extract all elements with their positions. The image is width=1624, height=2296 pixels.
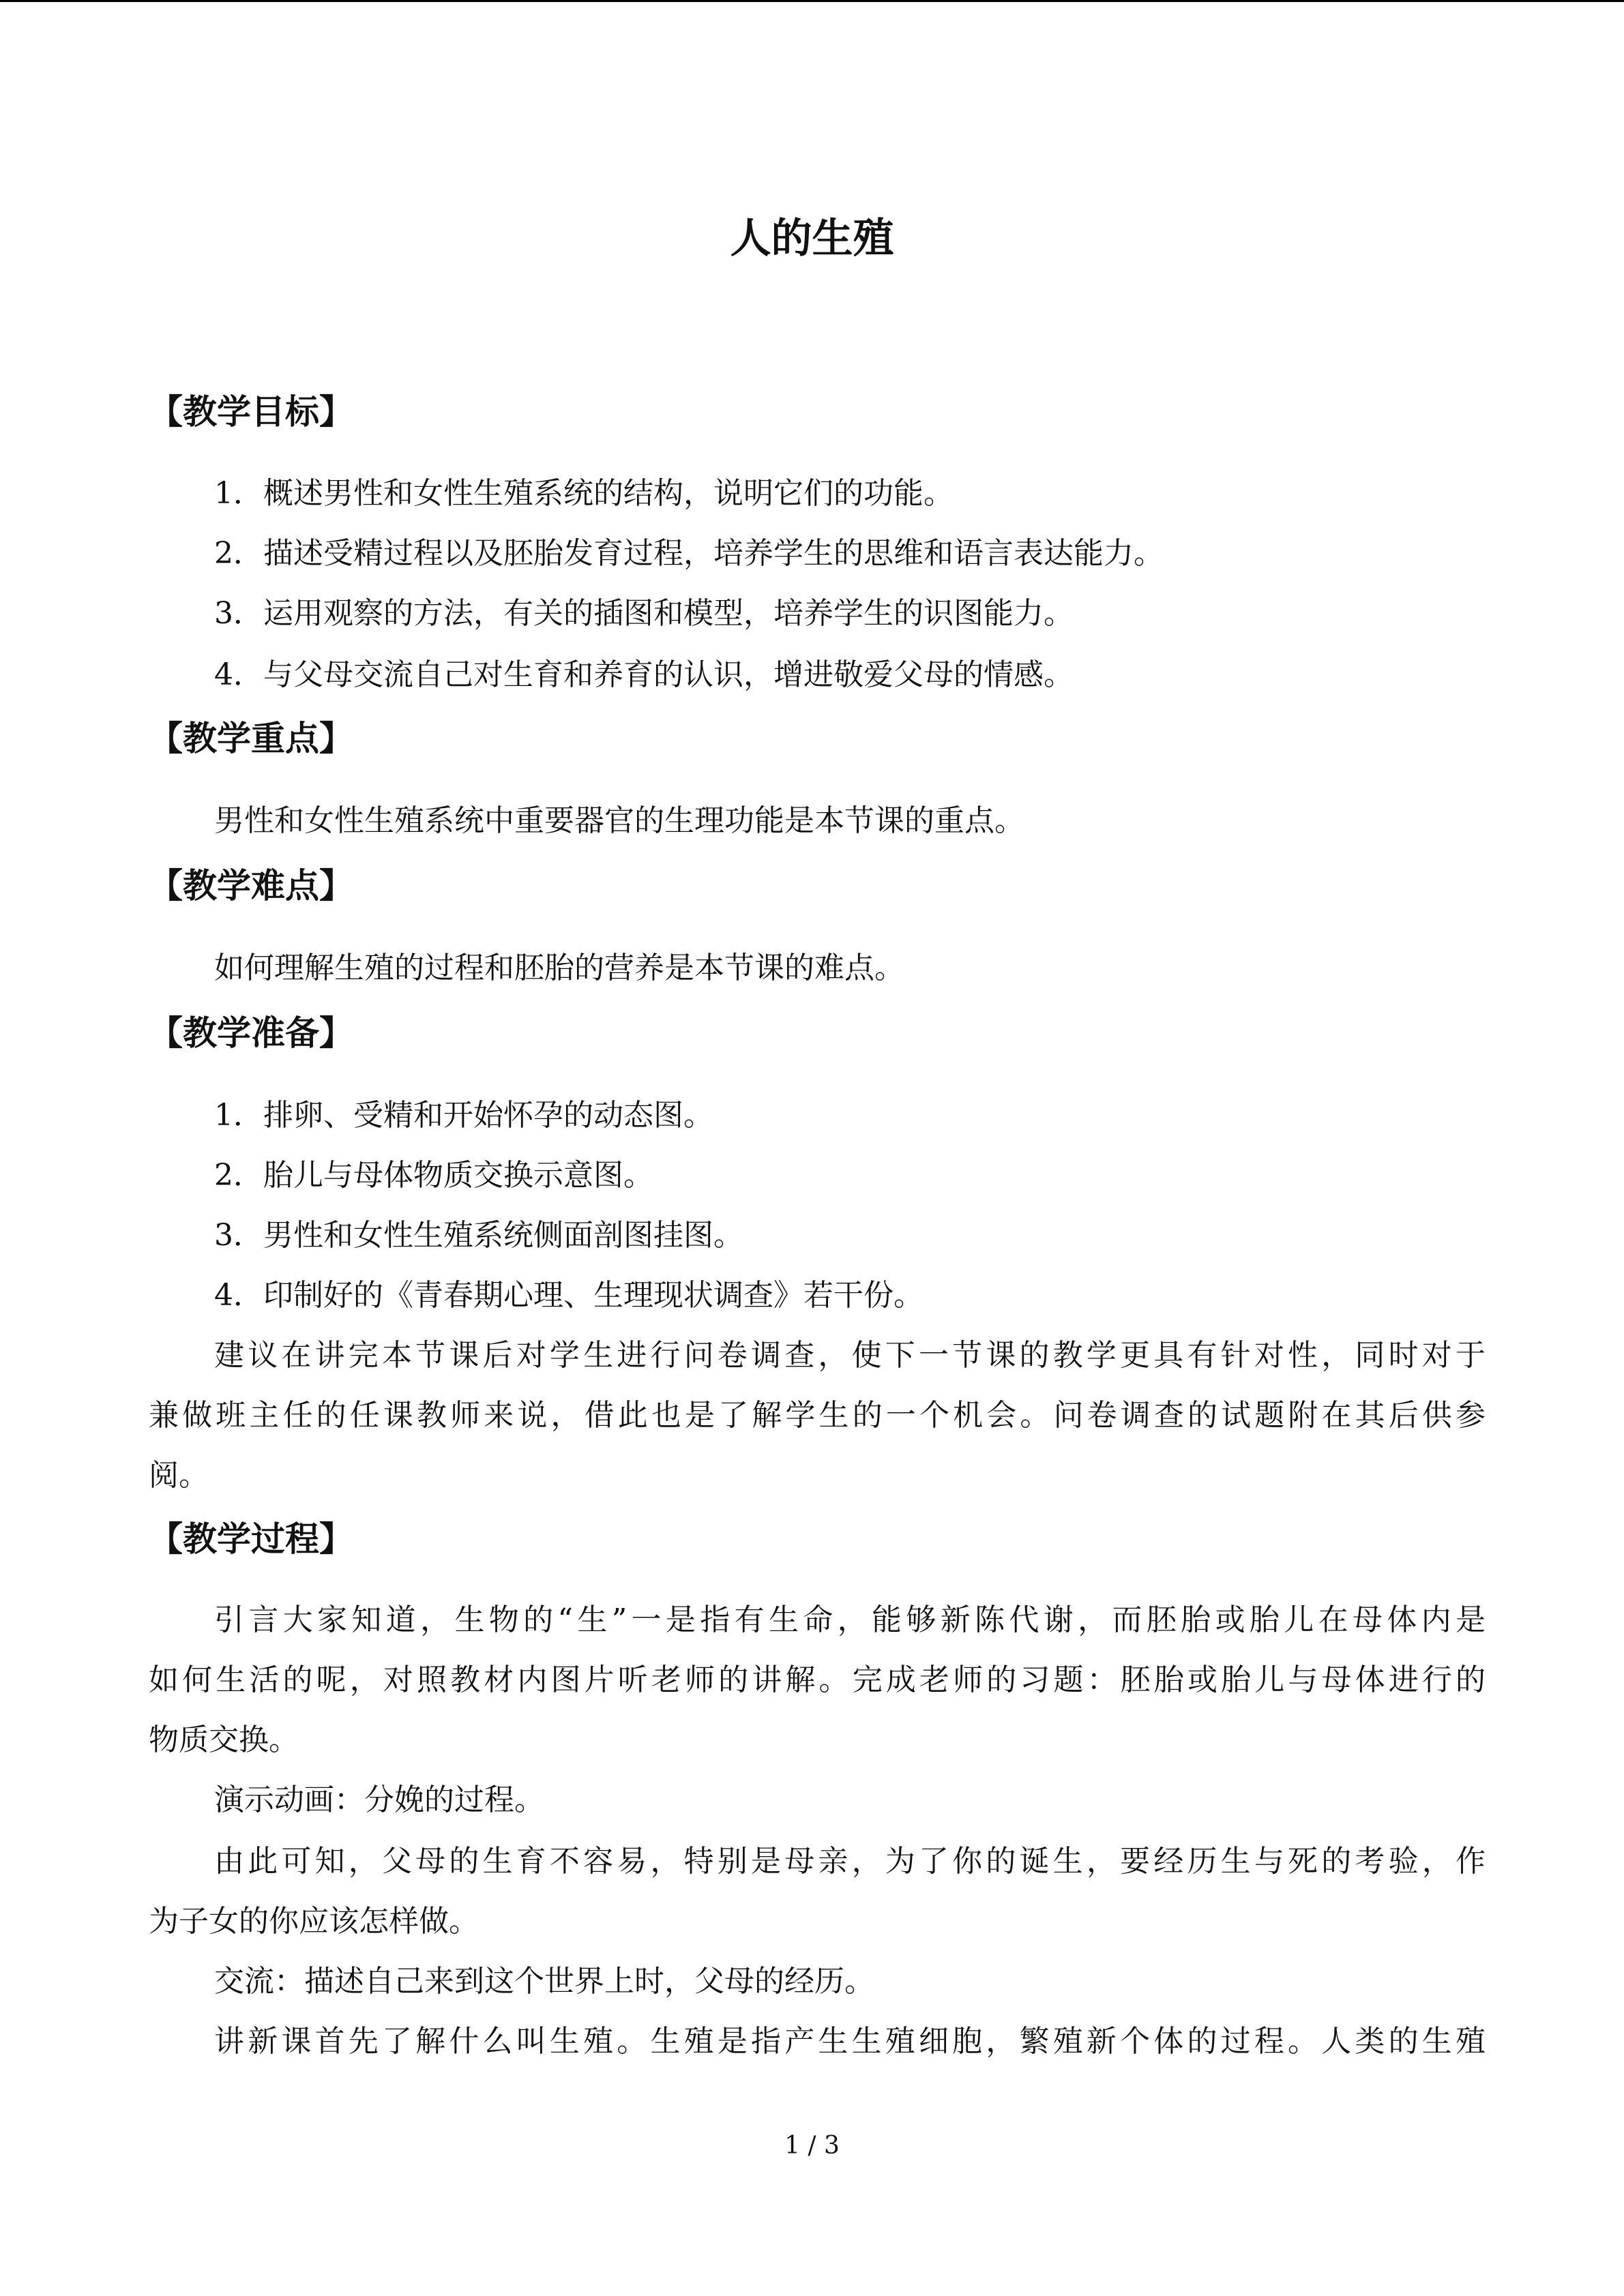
objective-item-3: 3．运用观察的方法，有关的插图和模型，培养学生的识图能力。 (214, 596, 1074, 631)
key-points-text: 男性和女性生殖系统中重要器官的生理功能是本节课的重点。 (214, 803, 1024, 838)
preparation-note-line-3: 阅。 (149, 1458, 209, 1493)
page-title: 人的生殖 (730, 215, 894, 263)
preparation-note-line-2: 兼做班主任的任课教师来说，借此也是了解学生的一个机会。问卷调查的试题附在其后供参 (149, 1398, 1486, 1433)
preparation-item-3: 3．男性和女性生殖系统侧面剖图挂图。 (214, 1218, 743, 1253)
process-para1-line-3: 物质交换。 (149, 1723, 299, 1757)
page-number: 1 / 3 (784, 2132, 840, 2160)
process-para3-line-1: 由此可知，父母的生育不容易，特别是母亲，为了你的诞生，要经历生与死的考验，作 (214, 1844, 1486, 1879)
process-para4: 交流：描述自己来到这个世界上时，父母的经历。 (214, 1964, 874, 1999)
preparation-item-2: 2．胎儿与母体物质交换示意图。 (214, 1158, 653, 1193)
process-para5: 讲新课首先了解什么叫生殖。生殖是指产生生殖细胞，繁殖新个体的过程。人类的生殖 (214, 2024, 1486, 2059)
objective-item-2: 2．描述受精过程以及胚胎发育过程，培养学生的思维和语言表达能力。 (214, 536, 1164, 571)
heading-process: 【教学过程】 (149, 1519, 353, 1559)
process-para1-line-1: 引言大家知道，生物的“生”一是指有生命，能够新陈代谢，而胚胎或胎儿在母体内是 (214, 1602, 1486, 1637)
process-para3-line-2: 为子女的你应该怎样做。 (149, 1904, 479, 1939)
preparation-note-line-1: 建议在讲完本节课后对学生进行问卷调查，使下一节课的教学更具有针对性，同时对于 (214, 1338, 1486, 1373)
objective-item-1: 1．概述男性和女性生殖系统的结构，说明它们的功能。 (214, 476, 954, 511)
process-para1-line-2: 如何生活的呢，对照教材内图片听老师的讲解。完成老师的习题：胚胎或胎儿与母体进行的 (149, 1663, 1486, 1697)
preparation-item-1: 1．排卵、受精和开始怀孕的动态图。 (214, 1098, 713, 1133)
heading-difficulties: 【教学难点】 (149, 865, 353, 906)
heading-objectives: 【教学目标】 (149, 391, 353, 432)
heading-key-points: 【教学重点】 (149, 718, 353, 758)
process-para2: 演示动画：分娩的过程。 (214, 1783, 544, 1817)
objective-item-4: 4．与父母交流自己对生育和养育的认识，增进敬爱父母的情感。 (214, 657, 1074, 692)
difficulties-text: 如何理解生殖的过程和胚胎的营养是本节课的难点。 (214, 951, 904, 985)
top-border-rule (0, 0, 1624, 2)
heading-preparation: 【教学准备】 (149, 1013, 353, 1053)
preparation-item-4: 4．印制好的《青春期心理、生理现状调查》若干份。 (214, 1278, 924, 1313)
